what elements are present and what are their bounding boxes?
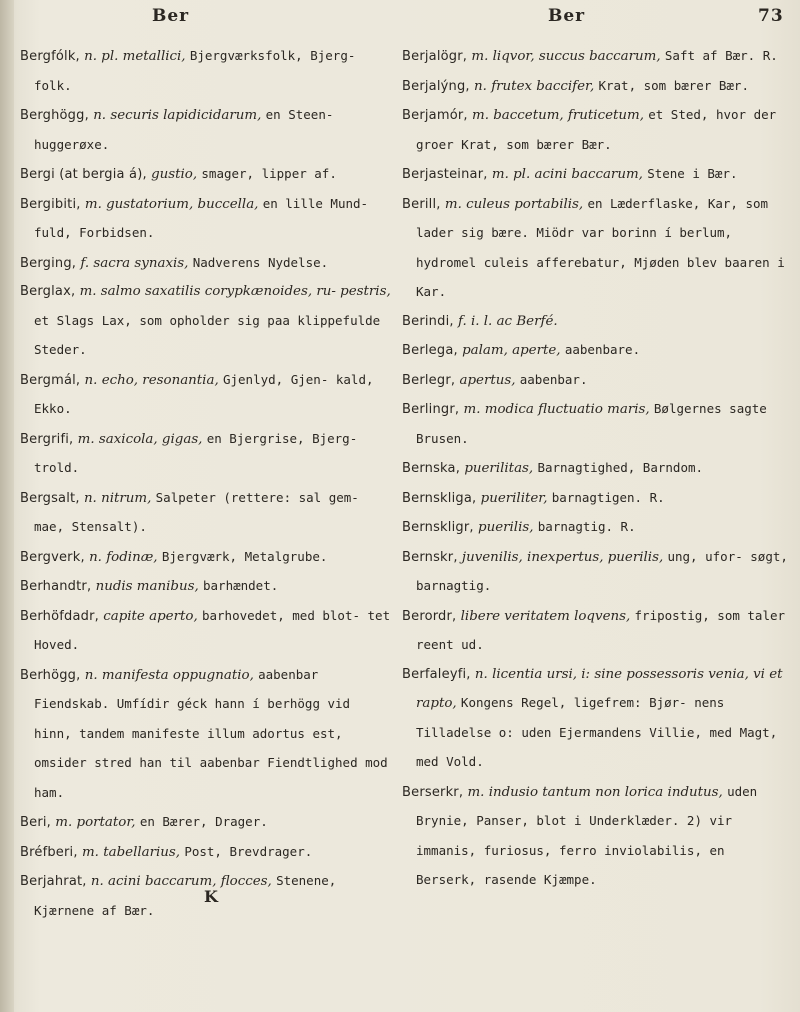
headword: Beri, (20, 815, 52, 830)
grammar-label: n. (93, 108, 107, 123)
danish-gloss: Nadverens Nydelse. (192, 254, 329, 270)
danish-gloss: et Slags Lax, som opholder sig paa klippefulde Steder. (34, 312, 381, 357)
danish-gloss: Bjergværk, Metalgrube. (161, 548, 328, 564)
headword: Berhögg, (20, 667, 81, 683)
headword: Berging, (20, 255, 77, 271)
headword: Berjasteinar, (402, 167, 488, 182)
signature-mark: K (204, 887, 218, 906)
grammar-label: m. (467, 784, 485, 800)
dictionary-entry (20, 190, 392, 249)
danish-gloss: Bjergværksfolk, Bjerg- folk. (34, 48, 356, 93)
danish-gloss: Saft af Bær. R. (664, 48, 778, 63)
danish-gloss: et Sted, hvor der groer Krat, som bærer Bær. (416, 107, 777, 152)
latin-gloss: acini baccarum, (534, 167, 643, 182)
dictionary-entry (20, 278, 392, 366)
latin-gloss: metallici, (122, 49, 186, 64)
dictionary-entry (20, 661, 392, 809)
dictionary-entry (402, 513, 790, 543)
grammar-label: m. (472, 108, 489, 123)
grammar-label: m. (463, 402, 481, 417)
latin-gloss: juvenilis, inexpertus, puerilis, (461, 549, 664, 565)
latin-gloss: liqvor, succus baccarum, (492, 49, 661, 64)
danish-gloss: Gjenlyd, Gjen- kald, Ekko. (34, 371, 374, 416)
book-spine-shadow (0, 0, 14, 1012)
danish-gloss: Krat, som bærer Bær. (598, 77, 749, 93)
danish-gloss: smager, lipper af. (201, 166, 337, 181)
dictionary-entry (402, 778, 790, 896)
dictionary-entry (20, 425, 392, 484)
headword: Berjahrat, (20, 874, 87, 889)
dictionary-entry (20, 101, 392, 160)
dictionary-entry (20, 602, 392, 661)
danish-gloss: en Bærer, Drager. (139, 814, 268, 829)
headword: Berordr, (402, 608, 457, 624)
dictionary-entry (20, 484, 392, 543)
latin-gloss: palam, aperte, (462, 343, 561, 358)
grammar-label: m. (55, 815, 73, 830)
latin-gloss: apertus, (459, 372, 516, 388)
dictionary-entry (20, 572, 392, 602)
left-column (20, 42, 392, 926)
dictionary-entry (20, 808, 392, 838)
danish-gloss: Bølgernes sagte Brusen. (416, 401, 767, 446)
danish-gloss: Stenene, Kjærnene af Bær. (34, 873, 337, 918)
grammar-label: n. (83, 490, 97, 506)
dictionary-entry (402, 395, 790, 454)
latin-gloss: libere veritatem loqvens, (460, 608, 631, 624)
headword: Bernska, (402, 461, 461, 476)
latin-gloss: saxicola, gigas, (98, 431, 203, 447)
latin-gloss: baccetum, fruticetum, (493, 108, 644, 123)
latin-gloss: acini baccarum, flocces, (108, 874, 272, 889)
latin-gloss: nudis manibus, (95, 579, 199, 594)
headword: Berghögg, (20, 108, 89, 123)
dictionary-entry (402, 160, 790, 190)
latin-gloss: nitrum, (101, 490, 152, 506)
danish-gloss: barhændet. (203, 578, 279, 593)
dictionary-entry (402, 366, 790, 396)
danish-gloss: Barnagtighed, Barndom. (537, 460, 704, 475)
dictionary-entry (20, 160, 392, 190)
page-number: 73 (758, 6, 784, 26)
headword: Berindi, (402, 313, 454, 329)
danish-gloss: Salpeter (rettere: sal gem- mae, Stensalt). (34, 489, 359, 534)
headword: Bergibiti, (20, 196, 81, 212)
headword: Berhöfdadr, (20, 608, 99, 624)
grammar-label: m. (444, 196, 462, 212)
danish-gloss: en Bjergrise, Bjerg- trold. (34, 430, 358, 475)
latin-gloss: pueriliter, (480, 490, 548, 506)
latin-gloss: culeus portabilis, (466, 196, 584, 212)
danish-gloss: Post, Brevdrager. (184, 843, 313, 859)
latin-gloss: manifesta oppugnatio, (101, 667, 254, 683)
danish-gloss: en lille Mund- fuld, Forbidsen. (34, 195, 369, 240)
dictionary-entry (20, 838, 392, 868)
headword: Bergfólk, (20, 49, 80, 64)
headword: Bernskliga, (402, 490, 477, 506)
danish-gloss: barhovedet, med blot- tet Hoved. (34, 607, 391, 652)
latin-gloss: capite aperto, (103, 608, 198, 624)
headword: Berglax, (20, 284, 76, 299)
dictionary-entry (20, 366, 392, 425)
headword: Bernskr, (402, 549, 458, 565)
grammar-label: n. (474, 666, 488, 682)
dictionary-entry (20, 249, 392, 279)
grammar-label: n. (89, 549, 102, 565)
headword: Berserkr, (402, 784, 464, 800)
grammar-label: m. (77, 431, 95, 447)
headword: Bergsalt, (20, 490, 80, 506)
latin-gloss: sacra synaxis, (93, 255, 189, 271)
latin-gloss: frutex baccifer, (491, 78, 595, 94)
latin-gloss: puerilis, (478, 520, 534, 535)
latin-gloss: puerilitas, (464, 461, 534, 476)
grammar-label: f. i. l. (457, 313, 493, 329)
headword: Berjalögr, (402, 49, 468, 64)
headword: Bergverk, (20, 549, 85, 565)
dictionary-entry (20, 42, 392, 101)
right-column (402, 42, 790, 896)
dictionary-entry (402, 454, 790, 484)
grammar-label: n. pl. (84, 49, 119, 64)
danish-gloss: Stene i Bær. (647, 166, 738, 181)
headword: Berlegr, (402, 372, 456, 388)
latin-gloss: licentia ursi, i: sine possessoris venia, vi et rapto, (416, 666, 783, 711)
dictionary-entry (402, 336, 790, 366)
headword: Berlingr, (402, 402, 460, 417)
danish-gloss: aabenbare. (564, 342, 641, 357)
danish-gloss: fripostig, som taler reent ud. (416, 607, 786, 652)
grammar-label: m. (84, 196, 102, 212)
headword: Berjalýng, (402, 78, 470, 94)
headword: Bréfberi, (20, 844, 78, 860)
headword: Berlega, (402, 343, 458, 358)
danish-gloss: en Steen- huggerøxe. (34, 107, 334, 152)
danish-gloss: Kongens Regel, ligefrem: Bjør- nens Tilladelse o: uden Ejermandens Villie, med Magt, med Vold. (416, 695, 778, 769)
dictionary-entry (402, 661, 790, 778)
danish-gloss: aabenbar. (519, 371, 588, 387)
headword: Bergrifi, (20, 431, 74, 447)
latin-gloss: indusio tantum non lorica indutus, (488, 784, 723, 800)
grammar-label: m. (471, 49, 489, 64)
headword: Berhandtr, (20, 579, 92, 594)
headword: Bernskligr, (402, 520, 474, 535)
latin-gloss: ac Berfé. (496, 313, 558, 329)
danish-gloss: aabenbar Fiendskab. Umfídir géck hann í berhögg vid hinn, tandem manifeste illum adortus est, omsider stred han til aabenbar Fiendtlighed mod ham. (34, 666, 388, 800)
grammar-label: n. (474, 78, 487, 94)
headword: Berjamór, (402, 108, 468, 123)
danish-gloss: barnagtig. R. (537, 519, 636, 534)
headword: Berill, (402, 196, 441, 212)
headword: Berfaleyfi, (402, 666, 471, 682)
latin-gloss: gustio, (151, 167, 198, 182)
dictionary-entry (402, 101, 790, 160)
latin-gloss: echo, resonantia, (101, 372, 219, 388)
latin-gloss: modica fluctuatio maris, (484, 402, 650, 417)
dictionary-entry (402, 484, 790, 514)
danish-gloss: ung, ufor- søgt, barnagtig. (416, 548, 788, 593)
grammar-label: n. (90, 874, 104, 889)
grammar-label: f. (80, 255, 90, 271)
grammar-label: n. (84, 667, 98, 683)
danish-gloss: uden Brynie, Panser, blot i Underklæder. 2) vir immanis, furiosus, ferro inviolabilis, en Berserk, rasende Kjæmpe. (416, 783, 758, 887)
grammar-label: m. (81, 844, 99, 860)
latin-gloss: tabellarius, (103, 844, 181, 860)
right-running-head: Ber (548, 6, 586, 26)
headword: Bergmál, (20, 372, 81, 388)
left-running-head: Ber (152, 6, 190, 26)
latin-gloss: securis lapidicidarum, (110, 108, 262, 123)
dictionary-entry (402, 72, 790, 102)
dictionary-entry (402, 190, 790, 308)
dictionary-entry (20, 543, 392, 573)
danish-gloss: barnagtigen. R. (551, 489, 665, 505)
grammar-label: m. (79, 284, 97, 299)
headword: Bergi (at bergia á), (20, 167, 147, 182)
danish-gloss: en Læderflaske, Kar, som lader sig bære. Miödr var borinn í berlum, hydromel culeis afferebatur, Mjøden blev baaren i Kar. (416, 195, 785, 299)
latin-gloss: salmo saxatilis corypkænoides, ru- pestris, (100, 284, 391, 299)
grammar-label: n. (84, 372, 98, 388)
dictionary-entry (402, 308, 790, 337)
dictionary-entry (402, 42, 790, 72)
latin-gloss: fodinæ, (106, 549, 158, 565)
dictionary-entry (402, 543, 790, 602)
latin-gloss: portator, (76, 815, 136, 830)
latin-gloss: gustatorium, buccella, (106, 196, 259, 212)
dictionary-entry (402, 602, 790, 661)
grammar-label: m. pl. (491, 167, 531, 182)
